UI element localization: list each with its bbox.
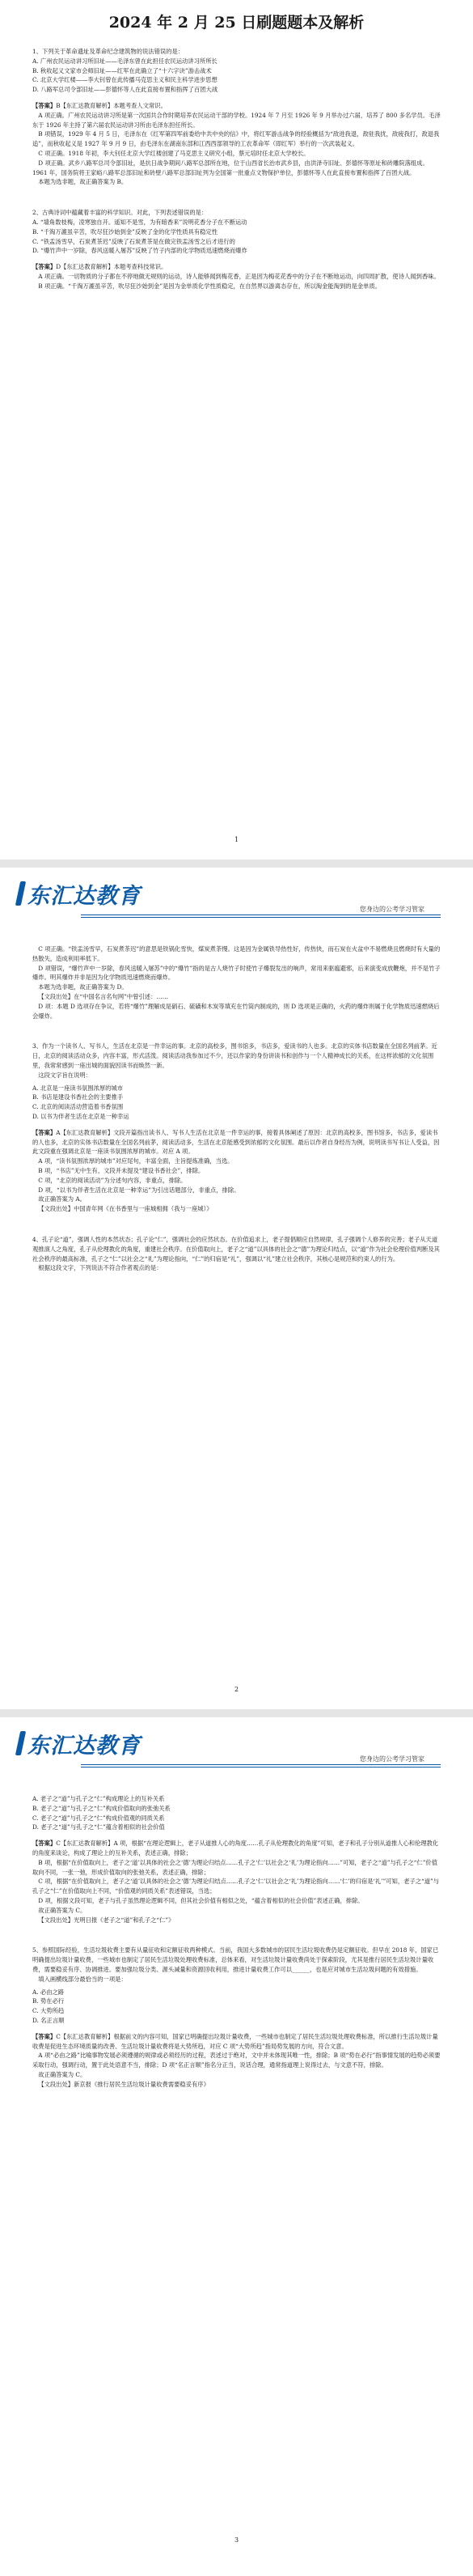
analysis-paragraph: D 项：本题 D 选项存在争议，若将“爆竹”理解成是硝石、硫磺和木炭等填充在竹筒内制成的，则 D 选项是正确的，火药的爆炸则属于化学物质迅速燃烧后会爆炸。 xyxy=(32,1002,440,1020)
logo-mark-icon xyxy=(16,1729,26,1757)
analysis-paragraph: D 项正确。武乡八路军总司令部旧址，是抗日战争期间八路军总部所在地，位于山西省长治市武乡县，由洪泽寺旧址、彭德怀等原址和砖雕院落组成。1961 年，国务院将王家峪八路军总部旧址和砖壁八路军总部旧址列为全国第一批重点文物保护单位，彭德怀等人在此直接布置和指挥了百团大战。 xyxy=(32,159,429,176)
analysis-paragraph: 【文段出处】新京报《推行居民生活垃圾计量收费需要稳妥有序》 xyxy=(38,2080,209,2088)
answer-tag: 【答案】 xyxy=(32,2032,57,2040)
brand-header xyxy=(0,868,473,916)
analysis-paragraph: A 项正确。一切物质的分子都在不停地做无规则的运动，诗人能够闻到梅花香，正是因为梅花花香中的分子在不断地运动，向四周扩散，使诗人闻到香味。 xyxy=(38,272,440,280)
analysis-paragraph: D 项，“以书为伴者生活在北京是一种幸运”为引出话题部分，非重点，排除。 xyxy=(38,1186,240,1194)
page-number: 2 xyxy=(234,1686,239,1693)
page-content xyxy=(32,42,441,819)
question-stem: 3、作为一个读书人、写书人，生活在北京是一件幸运的事。北京的高校多，图书馆多，书店多，爱读书的人也多。北京的实体书店数量在全国名列前茅。近日，北京的阅读活动众多，内容丰富，形式活泼。阅读活动我参加过不少，还以作家的身份讲读书和创作与一个人精神成长的关系，在这样浓郁的文化氛围里，我常常感到一座出城的面貌因读书而焕然一新。 xyxy=(32,1042,437,1069)
page-divider xyxy=(0,1709,473,1717)
answer-option: C. “铁盂汤雪早，石炭煮茶迟”反映了石炭煮茶是在做完铁盂汤雪之后才进行的 xyxy=(32,237,235,245)
answer-analysis: 【答案】C【东汇达教育解析】根据前文的内容可知，国家已明确提出垃圾计量收费，一些城市也制定了居民生活垃圾处理收费标准，所以推行生活垃圾计量收费是促进生态环境质量的改善、生活垃圾计量收费将是大势所趋，对应 C 项“大势所趋”指局势发展的方向，符合文意。 xyxy=(32,2032,438,2050)
analysis-paragraph: B 项正确。“千淘万漉虽辛苦，吹尽狂沙始到金”是因为金单质化学性质稳定，在自然界以游离态存在，所以淘金能淘到的是金单质。 xyxy=(38,282,382,290)
page-2 xyxy=(0,868,473,1709)
answer-tag: 【答案】 xyxy=(32,263,57,271)
answer-option: C. 北京大学红楼——李大钊曾在此传播马克思主义和民主科学进步思想 xyxy=(32,76,217,84)
analysis-paragraph: 【文段出处】在“中国名言名句网”中曾引述：…… xyxy=(38,992,168,1000)
answer-option: A. 必由之路 xyxy=(32,1988,65,1996)
analysis-paragraph: 本题为选非题，故正确答案为 B。 xyxy=(38,178,128,186)
brand-logo xyxy=(16,879,141,908)
question-stem: 4、孔子论“道”，强调人性的本然状态；孔子论“仁”，强调社会的应然状态。在价值追求上，老子提倡顺应自然规律，孔子强调个人修养的完善；老子从天道观推演人之角度，孔子从伦理教化的角度，重建社会秩序。在价值取向上，老子之“道”以具体的社会之“德”为理论归结点，以“道”作为社会伦理价值判断及其社会秩序的最高标准，孔子之“仁”以社会之“礼”为理论指向，“仁”的归宿是“礼”，强调以“礼”建立社会秩序，其核心是规范和约束人的行为。 xyxy=(32,1235,440,1263)
spacer xyxy=(32,195,441,203)
analysis-paragraph: C 项，根据“在价值取向上，老子之‘道’以具体的社会之‘德’为理论归结点……孔子之‘仁’以社会之‘礼’为理论指向……‘仁’的归宿是‘礼’”可知，老子之“道”与孔子之“仁”在价值取向上不同，“价值观的同质关系”表述错误，当选； xyxy=(32,1878,440,1895)
analysis-paragraph: 填入画横线部分最恰当的一项是： xyxy=(38,1975,127,1983)
logo-text: 东汇达教育 xyxy=(27,1733,141,1759)
analysis-paragraph: D 项错误，“爆竹声中一岁除，春风送暖入屠苏”中的“爆竹”指的是古人烧竹子时使竹子爆裂发出的响声，常用来驱瘟避邪，后来演变成放鞭炮，并不是竹子爆炸。明其爆炸并非是因为化学物质迅速燃烧而爆炸。 xyxy=(32,964,441,982)
page-content xyxy=(32,944,441,1669)
header-rule xyxy=(81,1764,441,1765)
page-number: 3 xyxy=(234,2536,239,2544)
answer-option: A. 老子之“道”与孔子之“仁”构成理论上的互补关系 xyxy=(32,1795,165,1802)
page-divider xyxy=(0,859,473,868)
answer-option: A. 广州农民运动讲习所旧址——毛泽东曾在此担任农民运动讲习所所长 xyxy=(32,57,217,65)
question-stem: 1、下列关于革命遗址及革命纪念建筑物的说法错误的是： xyxy=(32,48,184,55)
analysis-paragraph: C 项，“北京的阅读活动”为分述句内容，非重点，排除。 xyxy=(38,1176,187,1184)
answer-tag: 【答案】 xyxy=(32,1128,57,1136)
analysis-paragraph: 故正确答案为 C。 xyxy=(38,2070,87,2078)
brand-header xyxy=(0,1717,473,1766)
answer-option: D. 八路军总司令部旧址——彭德怀等人在此直接布置和指挥了百团大战 xyxy=(32,86,218,94)
analysis-paragraph: 这段文字旨在说明： xyxy=(38,1071,91,1079)
answer-analysis: 【答案】B【东汇达教育解析】本题考查人文常识。 xyxy=(32,101,167,109)
analysis-paragraph: C 项正确。1918 年初，李大钊任北京大学红楼创建了马克思主义研究小组，蔡元培时任北京大学校长。 xyxy=(38,149,310,157)
logo-text: 东汇达教育 xyxy=(27,883,141,909)
page-1 xyxy=(0,42,473,859)
answer-option: D. 以书为伴者生活在北京是一种幸运 xyxy=(32,1112,129,1120)
analysis-paragraph: A 项“必由之路”比喻事物发展必须遵循的规律或必须经历的过程，表述过于绝对，文中并未体现其唯一性，排除；B 项“势在必行”指事情发展的趋势必须要采取行动，强调行动，置于此处语意不当，排除；D 项“名正言顺”指名分正当，说话合理，通常指道理上说得过去，与文意不符，排除。 xyxy=(32,2052,441,2069)
answer-option: B. 势在必行 xyxy=(32,1997,65,2005)
answer-option: D. “爆竹声中一岁除，春风送暖入屠苏”反映了竹子内部的化学物质迅速燃烧而爆炸 xyxy=(32,247,247,255)
answer-option: C. 老子之“道”与孔子之“仁”构成价值观的同质关系 xyxy=(32,1814,165,1822)
answer-option: B. 老子之“道”与孔子之“仁”构成价值取向的张弛关系 xyxy=(32,1804,171,1812)
analysis-paragraph: A 项，“读书氛围浓厚的城市”对应尾句，丰富全面，主旨提炼准确，当选。 xyxy=(38,1157,234,1165)
answer-option: B. “千淘万漉虽辛苦，吹尽狂沙始到金”反映了金的化学性质具有稳定性 xyxy=(32,227,218,236)
spacer xyxy=(32,1925,441,1933)
page-content xyxy=(32,1794,441,2519)
document-title: 2024 年 2 月 25 日刷题题本及解析 xyxy=(108,13,365,32)
document-body xyxy=(0,42,473,2560)
analysis-paragraph: B 项，根据“在价值取向上，老子之‘道’以具体的社会之‘德’为理论归结点……孔子之‘仁’以社会之‘礼’为理论指向……”可知，老子之“道”与孔子之“仁”价值取向不同，一张一弛，形成价值取向的张弛关系，表述正确，排除； xyxy=(32,1858,438,1876)
brand-slogan: 您身边的公考学习管家 xyxy=(360,906,424,913)
analysis-paragraph: 故正确答案为 A。 xyxy=(38,1195,86,1203)
spacer xyxy=(32,187,441,195)
page-number: 1 xyxy=(234,836,239,843)
question-stem: 2、古典诗词中蕴藏着丰富的科学知识。对此，下列表述错误的是： xyxy=(32,209,208,217)
answer-option: D. 老子之“道”与孔子之“仁”蕴含着相似的社会价值 xyxy=(32,1823,165,1831)
analysis-paragraph: 【文段出处】中国青年网《在书香里与一座城相拥（我与一座城）》 xyxy=(38,1205,213,1213)
answer-tag: 【答案】 xyxy=(32,1840,57,1848)
spacer xyxy=(32,1214,441,1222)
analysis-paragraph: 根据这段文字，下列说法不符合作者观点的是： xyxy=(38,1264,163,1272)
page-3 xyxy=(0,1717,473,2560)
analysis-paragraph: B 项，“书店”无中生有，文段并未提及“建设书香社会”，排除。 xyxy=(38,1166,205,1174)
spacer xyxy=(32,1222,441,1230)
spacer xyxy=(32,1029,441,1037)
answer-option: A. 北京是一座读书氛围浓厚的城市 xyxy=(32,1084,124,1092)
answer-analysis: 【答案】D【东汇达教育解析】本题考查科技常识。 xyxy=(32,263,167,271)
question-stem: 5、参照国际经验，生活垃圾收费主要有从量征收和定额征收两种模式。当前，我国大多数城市的居民生活垃圾收费仍是定额征收。但早在 2018 年，国家已明确提出垃圾计量收费，一些城市也制定了居民生活垃圾处理收费标准，总体来看，对生活垃圾计量收费尚处于探索阶段，尤其是推行居民生活垃圾计量收费，需要稳妥有序、协调推进。要加强垃圾分类、源头减量和资源回收利用，推进计量收费工作可以______，也是应对城市生活垃圾问题的有效措施。 xyxy=(32,1946,439,1973)
analysis-paragraph: 故正确答案为 C。 xyxy=(38,1906,87,1914)
answer-option: D. 名正言顺 xyxy=(32,2016,65,2024)
answer-option: B. 书店是建设书香社会的主要推手 xyxy=(32,1093,124,1101)
answer-option: A. “墙角数枝梅，凌寒独自开。遥知不是雪，为有暗香来”说明花香分子在不断运动 xyxy=(32,218,247,226)
answer-analysis: 【答案】C【东汇达教育解析】A 项，根据“在理论逻辑上，老子从道推人心的角度……孔子从伦理教化的角度”可知，老子和孔子分别从道推人心和伦理教化的角度来谈论，构成了理论上的互补关系，表述正确，排除； xyxy=(32,1840,439,1857)
analysis-paragraph: A 项正确。广州农民运动讲习所是第一次国共合作时期培养农民运动干部的学校。1924 年 7 月至 1926 年 9 月举办过六届，培养了 800 多名学员。毛泽东于 1926 年主持了第六届农民运动讲习所由毛泽东担任所长。 xyxy=(32,111,441,129)
answer-option: C. 大势所趋 xyxy=(32,2007,65,2015)
analysis-paragraph: C 项正确。“铁盂汤雪早，石炭煮茶迟”的意思是铁锅化雪快，煤炭煮茶慢。这是因为金属铁导热性好，传热快，而石炭在火盆中不易燃烧且燃烧时有大量的热散失，造成利用率低下。 xyxy=(32,945,441,962)
answer-option: C. 北京的阅读活动营造着书香氛围 xyxy=(32,1103,124,1111)
brand-logo xyxy=(16,1729,141,1758)
answer-analysis: 【答案】A【东汇达教育解析】文段开篇指出读书人、写书人生活在北京是一件幸运的事，接着具体阐述了原因：北京的高校多，图书馆多，书店多，爱读书的人也多，北京的实体书店数量在全国名列前茅，阅读活动多，生活在北京能感受到浓郁的文化氛围。最后以作者自身经历为例，说明读书写书让人受益，因此文段重在强调北京是一座读书氛围浓厚的城市。对应 A 项。 xyxy=(32,1128,440,1156)
answer-tag: 【答案】 xyxy=(32,101,57,109)
spacer xyxy=(32,1021,441,1029)
brand-slogan: 您身边的公考学习管家 xyxy=(360,1755,424,1763)
logo-mark-icon xyxy=(16,880,26,907)
answer-option: B. 秋收起义文家市会师旧址——红军在此确立了“十六字诀”游击战术 xyxy=(32,66,212,74)
spacer xyxy=(32,1933,441,1941)
analysis-paragraph: D 项，根据文段可知，老子与孔子虽然理论逻辑不同，但其社会价值有相似之处，“蕴含着相似的社会价值”表述正确，排除。 xyxy=(38,1896,364,1904)
analysis-paragraph: 【文段出处】光明日报《老子之“道”和孔子之“仁”》 xyxy=(38,1916,175,1924)
analysis-paragraph: 本题为选非题，故正确答案为 D。 xyxy=(38,983,128,991)
analysis-paragraph: B 项错误，1929 年 4 月 5 日，毛泽东在《红军第四军前委给中共中央的信》中，将红军游击战争的经验概括为“敌进我退，敌驻我扰，敌疲我打，敌退我追”，而秋收起义是 1927 年 9 月 9 日，由毛泽东在湖南东部和江西西部领导的工农革命军（即红军）举行的一次武装起义。 xyxy=(32,130,440,148)
